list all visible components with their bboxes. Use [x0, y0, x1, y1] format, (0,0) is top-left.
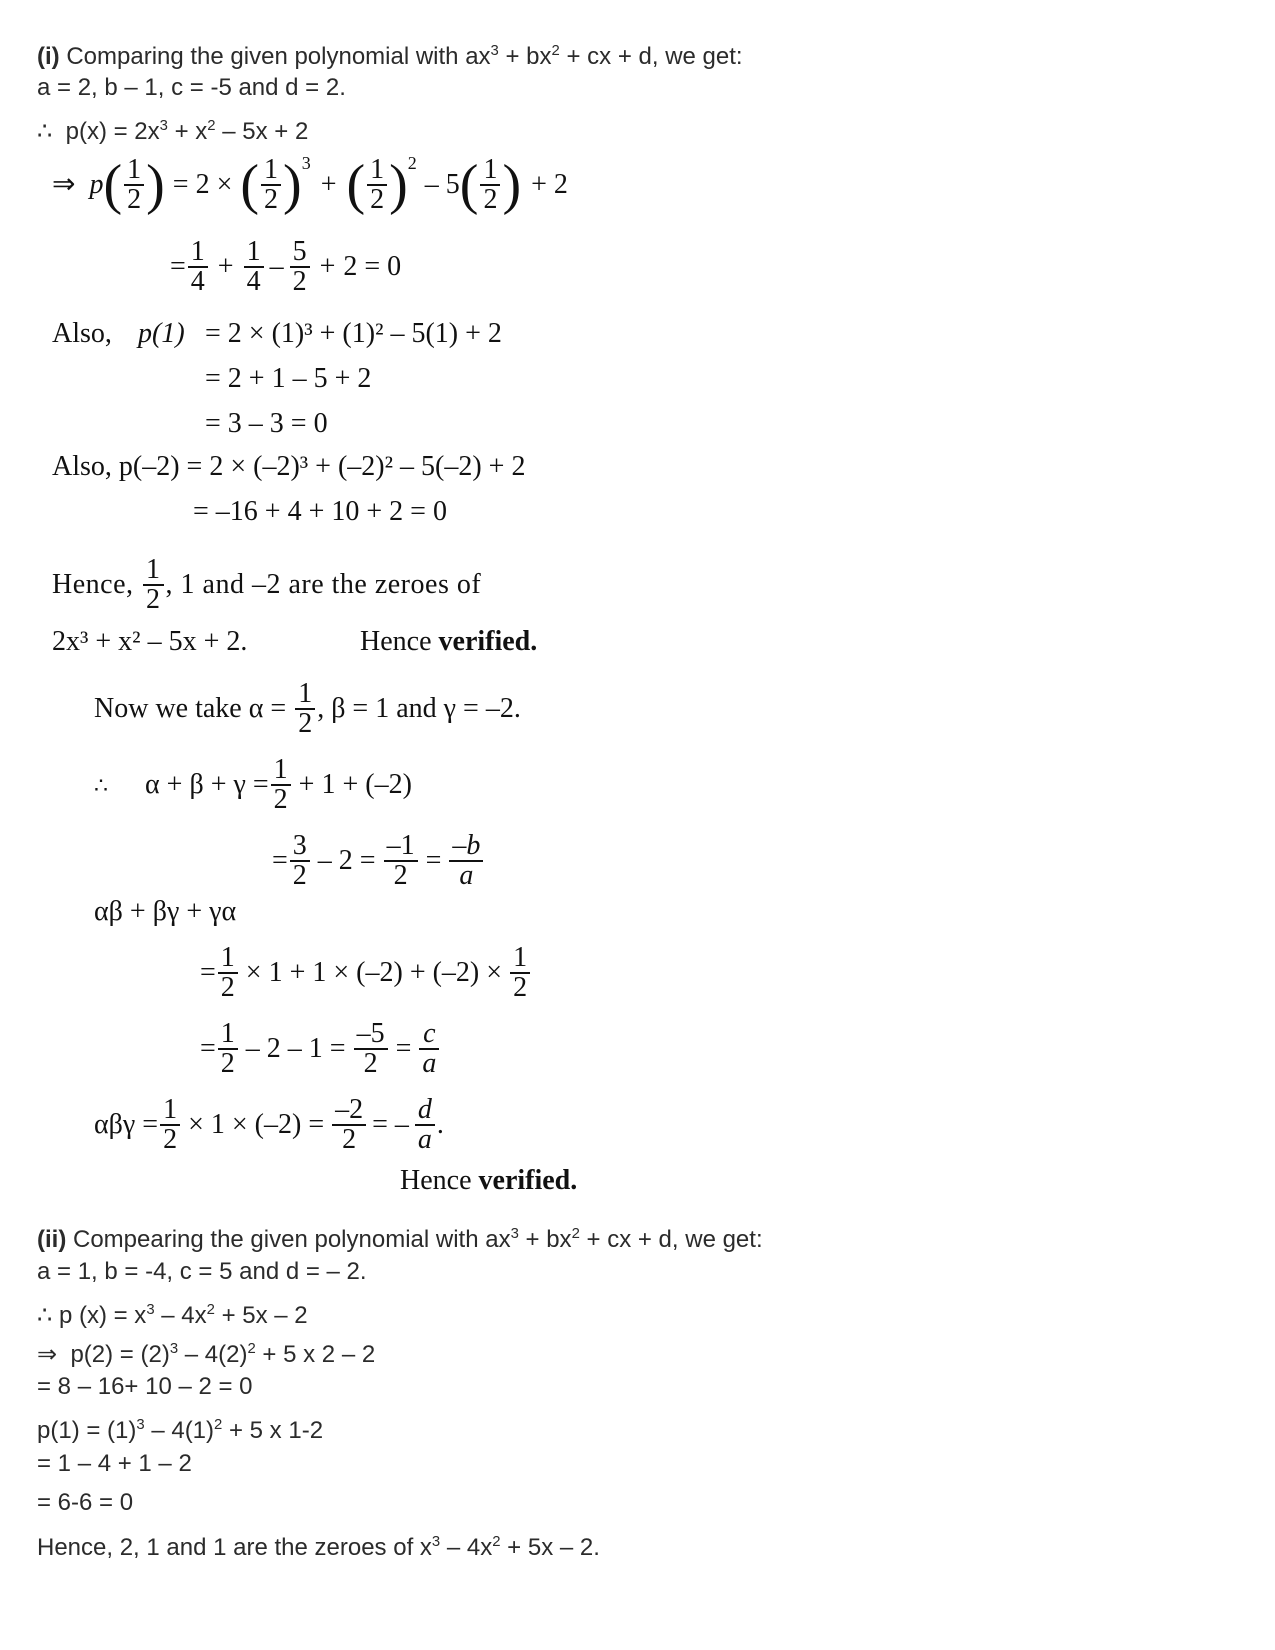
- part-i-polynomial: ∴ $p(x) = 2x^3 + x^2 - 5x + 2$: [37, 118, 309, 145]
- sum-line-1: α + β + γ = $\frac{1}{2}$ + 1 + (–2): [145, 754, 412, 815]
- part-ii-label: (ii): [37, 1226, 67, 1253]
- p1-ii-line-3: = 6-6 = 0: [37, 1489, 134, 1516]
- p1-label: p(1): [138, 318, 185, 349]
- p1-line-2: = 2 + 1 – 5 + 2: [205, 363, 372, 394]
- rhs-part-1: = 2 ×: [172, 169, 233, 200]
- px-label: p(x) = 2x: [65, 118, 160, 145]
- part-i-intro: (i) Comparing the given polynomial with $ax^3 + bx^2$ + cx + d, we get:: [37, 43, 743, 70]
- p1-ii-line-1: $p(1) = (1)^3 - 4(1)^2 + 5$ x 1-2: [37, 1417, 324, 1444]
- part-ii-conclusion: Hence, 2, 1 and 1 are the zeroes of $x^3 - 4x^2 + 5x - 2$.: [37, 1534, 600, 1561]
- pm2-line-2: = –16 + 4 + 10 + 2 = 0: [193, 496, 447, 527]
- fraction-half: $\frac{1}{2}$: [124, 156, 144, 214]
- intro-text: Comparing the given polynomial with ax: [66, 43, 491, 70]
- hence-verified-2: Hence verified.: [400, 1165, 578, 1196]
- fraction-half: $\frac{1}{2}$: [480, 156, 500, 214]
- fraction-half: $\frac{1}{2}$: [261, 156, 281, 214]
- rhs-part-3: + 2: [531, 169, 568, 200]
- part-i-label: (i): [37, 43, 60, 70]
- part-ii-intro: (ii) Compearing the given polynomial with $ax^3 + bx^2$ + cx + d, we get:: [37, 1226, 763, 1253]
- sum-line-2: = $\frac{3}{2}$ – 2 = $\frac{-1}{2}$ = $\frac{-b}{a}$: [272, 828, 485, 894]
- pm2-line-1: Also, p(–2) = 2 × (–2)³ + (–2)² – 5(–2) + 2: [52, 451, 526, 482]
- pair-line-1: = $\frac{1}{2}$ × 1 + 1 × (–2) + (–2) × $\frac{1}{2}$: [200, 940, 532, 1006]
- p1-line-1: = 2 × (1)³ + (1)² – 5(1) + 2: [205, 318, 502, 349]
- also-label: Also,: [52, 318, 112, 349]
- p2-line-2: = 8 – 16+ 10 – 2 = 0: [37, 1373, 253, 1400]
- polynomial-restated: 2x³ + x² – 5x + 2.: [52, 626, 248, 657]
- take-values: Now we take α = $\frac{1}{2}$ , β = 1 and γ = –2.: [94, 678, 521, 739]
- rhs-part-2: – 5: [424, 169, 460, 200]
- hence-verified-1: Hence verified.: [360, 626, 538, 657]
- p-symbol: p: [89, 169, 104, 200]
- hence-zeroes: Hence, $\frac{1}{2}$ , 1 and –2 are the zeroes of: [52, 554, 482, 615]
- pair-heading: αβ + βγ + γα: [94, 896, 237, 927]
- fraction-half: $\frac{1}{2}$: [367, 156, 387, 214]
- therefore-symbol: ∴: [37, 118, 53, 145]
- p2-line-1: ⇒ $p(2) = (2)^3 - 4(2)^2 + 5$ x 2 – 2: [37, 1341, 376, 1368]
- p1-ii-line-2: = 1 – 4 + 1 – 2: [37, 1450, 192, 1477]
- part-i-coeffs: a = 2, b – 1, c = -5 and d = 2.: [37, 74, 346, 101]
- product-line: αβγ = $\frac{1}{2}$ × 1 × (–2) = $\frac{-2}{2}$ = – $\frac{d}{a}$ .: [94, 1094, 444, 1155]
- p-half-evaluation: = $\frac{1}{4}$ + $\frac{1}{4}$ – $\frac{5}{2}$ + 2 = 0: [170, 236, 402, 297]
- therefore-sum: ∴: [94, 773, 108, 798]
- implies-symbol: ⇒: [52, 169, 76, 200]
- p-half-equation: ⇒ p ( $\frac{1}{2}$ ) = 2 × ( $\frac{1}{2}$ ) $^3$ + ( $\frac{1}{2}$ ) $^2$ – 5 ( $\frac{1}{2}$ ) + 2: [52, 153, 568, 216]
- part-ii-coeffs: a = 1, b = -4, c = 5 and d = – 2.: [37, 1258, 367, 1285]
- part-ii-polynomial: ∴ p $(x) = x^3 - 4x^2 + 5x - 2$: [37, 1302, 308, 1329]
- pair-line-2: = $\frac{1}{2}$ – 2 – 1 = $\frac{-5}{2}$ = $\frac{c}{a}$: [200, 1016, 441, 1082]
- p1-line-3: = 3 – 3 = 0: [205, 408, 328, 439]
